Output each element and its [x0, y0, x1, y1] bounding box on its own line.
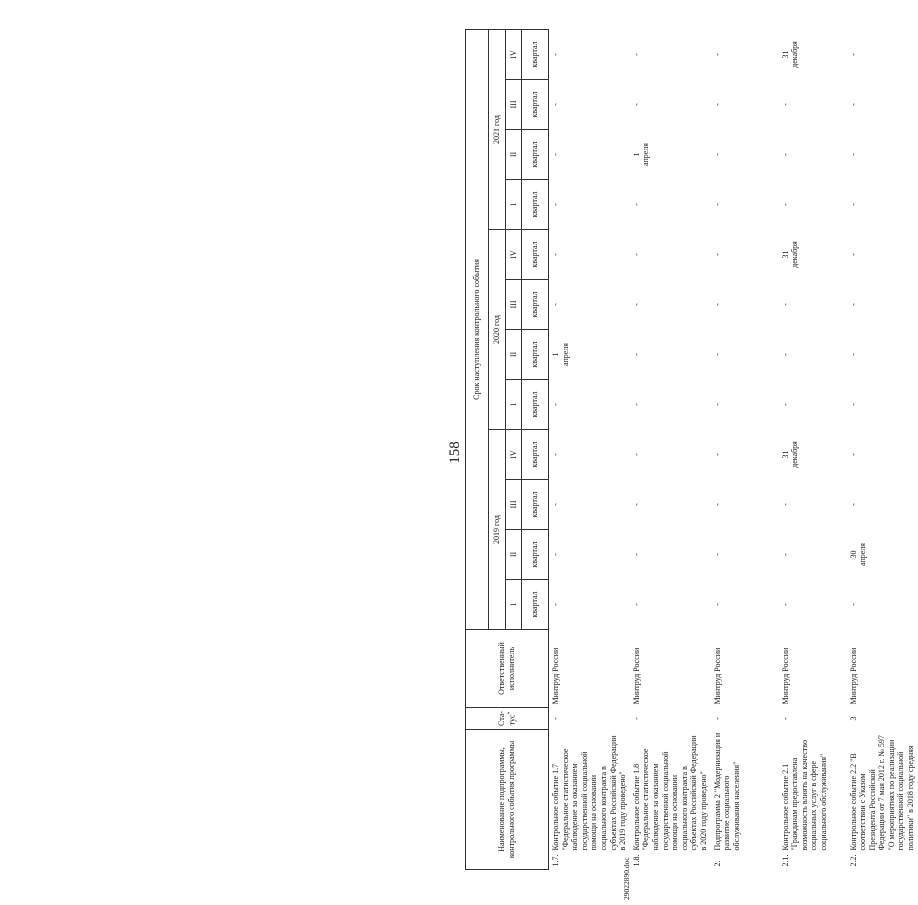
row-number: 1.7. [551, 854, 560, 867]
row-quarter-cell: - [631, 53, 641, 56]
header-quarter-number: IV [506, 29, 522, 79]
row-quarter-cell: - [848, 203, 858, 206]
header-quarter-number: I [506, 380, 522, 430]
header-quarter-word: квартал [522, 380, 549, 430]
header-quarter-word: квартал [522, 230, 549, 280]
table-row [630, 29, 711, 869]
row-quarter-cell: - [712, 303, 722, 306]
row-quarter-cell: - [631, 503, 641, 506]
row-quarter-cell: - [551, 553, 560, 556]
header-status-mark: * [506, 711, 513, 715]
table-row [549, 29, 630, 869]
header-quarter-number: III [506, 80, 522, 130]
deadline-month: апреля [858, 543, 868, 566]
table-header [466, 29, 549, 869]
row-quarter-cell [630, 130, 711, 180]
row-quarter-cell: - [712, 253, 722, 256]
row-status: 3 [848, 716, 858, 721]
deadline-day: 31 [780, 50, 790, 59]
header-quarter-number: I [506, 580, 522, 630]
row-quarter-cell: - [848, 503, 858, 506]
row-quarter-cell: - [551, 153, 560, 156]
row-quarter-cell: - [712, 353, 722, 356]
header-year: 2019 год [489, 430, 506, 630]
deadline-month: декабря [790, 241, 800, 268]
row-quarter-cell: - [780, 103, 790, 106]
row-quarter-cell: - [780, 503, 790, 506]
row-quarter-cell: - [551, 453, 560, 456]
deadline-month: декабря [790, 441, 800, 468]
row-number: 1.8. [631, 854, 641, 867]
row-event-name: Контрольное событие 2.1 "Гражданам предоставлена возможность влиять на качество социальных услуг в сфере социального обслуживания" [780, 740, 828, 851]
row-quarter-cell: - [848, 103, 858, 106]
row-quarter-cell: - [712, 603, 722, 606]
row-quarter-cell: - [848, 353, 858, 356]
row-quarter-cell: - [551, 503, 560, 506]
row-status: - [551, 717, 560, 720]
row-quarter-cell [847, 530, 918, 580]
row-quarter-cell: - [712, 203, 722, 206]
header-status [466, 708, 549, 730]
header-name: Наименование подпрограммы, контрольного события программы [466, 730, 549, 870]
row-quarter-cell: - [848, 303, 858, 306]
row-quarter-cell: - [631, 103, 641, 106]
header-quarter-word: квартал [522, 130, 549, 180]
row-quarter-cell: - [780, 553, 790, 556]
deadline-month: апреля [641, 143, 651, 166]
header-quarter-number: IV [506, 430, 522, 480]
row-quarter-cell: - [551, 603, 560, 606]
row-quarter-cell: - [631, 553, 641, 556]
row-quarter-cell [779, 29, 847, 79]
header-quarter-number: IV [506, 230, 522, 280]
header-quarter-number: I [506, 180, 522, 230]
header-quarter-word: квартал [522, 180, 549, 230]
row-quarter-cell: - [712, 453, 722, 456]
row-status: - [780, 717, 790, 720]
row-quarter-cell: - [848, 53, 858, 56]
header-quarter-number: II [506, 530, 522, 580]
deadline-day: 1 [631, 152, 641, 157]
table-row [711, 29, 779, 869]
deadline-day: 31 [780, 450, 790, 459]
header-deadline: Срок наступления контрольного события [466, 29, 489, 629]
header-status-label: Ста- тус [497, 710, 517, 726]
row-quarter-cell: - [848, 603, 858, 606]
row-quarter-cell [779, 230, 847, 280]
header-quarter-word: квартал [522, 530, 549, 580]
row-quarter-cell: - [551, 303, 560, 306]
row-status: - [712, 717, 722, 720]
row-quarter-cell: - [551, 53, 560, 56]
row-status: - [631, 717, 641, 720]
row-quarter-cell: - [780, 603, 790, 606]
deadline-day: 31 [780, 250, 790, 259]
row-number: 2.2. [848, 854, 858, 867]
row-number: 2. [712, 860, 722, 867]
header-quarter-word: квартал [522, 80, 549, 130]
row-quarter-cell: - [848, 253, 858, 256]
table-row [779, 29, 847, 869]
row-quarter-cell: - [631, 403, 641, 406]
header-executor: Ответственный исполнитель [466, 630, 549, 708]
row-executor: Минтруд России [631, 647, 641, 705]
row-quarter-cell: - [848, 453, 858, 456]
row-quarter-cell: - [631, 303, 641, 306]
row-quarter-cell: - [848, 153, 858, 156]
row-quarter-cell: - [712, 403, 722, 406]
deadline-month: декабря [790, 41, 800, 68]
header-quarter-word: квартал [522, 280, 549, 330]
row-quarter-cell: - [712, 503, 722, 506]
row-quarter-cell: - [551, 103, 560, 106]
row-executor: Минтруд России [848, 647, 858, 705]
row-quarter-cell: - [780, 153, 790, 156]
header-quarter-number: II [506, 130, 522, 180]
row-quarter-cell: - [712, 103, 722, 106]
header-quarter-word: квартал [522, 580, 549, 630]
row-quarter-cell: - [780, 203, 790, 206]
deadline-day: 1 [551, 352, 560, 357]
row-event-name: Контрольное событие 1.8 "Федеральное статистическое наблюдение за оказанием государственной социальной помощи на основании социального контракта в субъектах Российской Федерации в 2020 году проведено" [631, 735, 708, 851]
row-quarter-cell: - [780, 303, 790, 306]
deadline-month: апреля [560, 343, 570, 366]
row-quarter-cell: - [780, 353, 790, 356]
row-quarter-cell [549, 330, 630, 380]
header-quarter-word: квартал [522, 29, 549, 79]
header-quarter-number: III [506, 480, 522, 530]
row-quarter-cell: - [551, 403, 560, 406]
header-year: 2021 год [489, 29, 506, 229]
row-quarter-cell [779, 430, 847, 480]
row-quarter-cell: - [551, 253, 560, 256]
row-executor: Минтруд России [551, 647, 560, 705]
row-executor: Минтруд России [712, 647, 722, 705]
footer-doc-id: 29022890.doc [622, 857, 631, 900]
header-quarter-word: квартал [522, 330, 549, 380]
row-quarter-cell: - [631, 253, 641, 256]
row-executor: Минтруд России [780, 647, 790, 705]
row-event-name: Подпрограмма 2 "Модернизация и развитие социального обслуживания населения" [712, 732, 741, 851]
table-row [847, 29, 918, 869]
deadline-day: 30 [848, 550, 858, 559]
row-quarter-cell: - [631, 603, 641, 606]
row-number: 2.1. [780, 854, 790, 867]
header-quarter-number: II [506, 330, 522, 380]
row-quarter-cell: - [551, 203, 560, 206]
row-event-name: Контрольное событие 1.7 "Федеральное статистическое наблюдение за оказанием государственной социальной помощи на основании социального контракта в субъектах Российской Федерации в 2019 году проведено" [551, 735, 628, 851]
row-event-name: Контрольное событие 2.2 "В соответствии с Указом Президента Российской Федерации от 7 мая 2012 г. № 597 "О мероприятиях по реализации государственной социальной политики" в 2018 году средняя [848, 735, 916, 851]
row-quarter-cell: - [631, 453, 641, 456]
header-quarter-word: квартал [522, 430, 549, 480]
row-quarter-cell: - [712, 553, 722, 556]
control-events-table [465, 29, 918, 870]
row-quarter-cell: - [780, 403, 790, 406]
row-quarter-cell: - [631, 353, 641, 356]
row-quarter-cell: - [712, 53, 722, 56]
header-year: 2020 год [489, 230, 506, 430]
row-quarter-cell: - [631, 203, 641, 206]
row-quarter-cell: - [712, 153, 722, 156]
row-quarter-cell: - [848, 403, 858, 406]
page-number: 158 [447, 441, 463, 464]
header-quarter-word: квартал [522, 480, 549, 530]
header-quarter-number: III [506, 280, 522, 330]
table-body [549, 29, 918, 869]
